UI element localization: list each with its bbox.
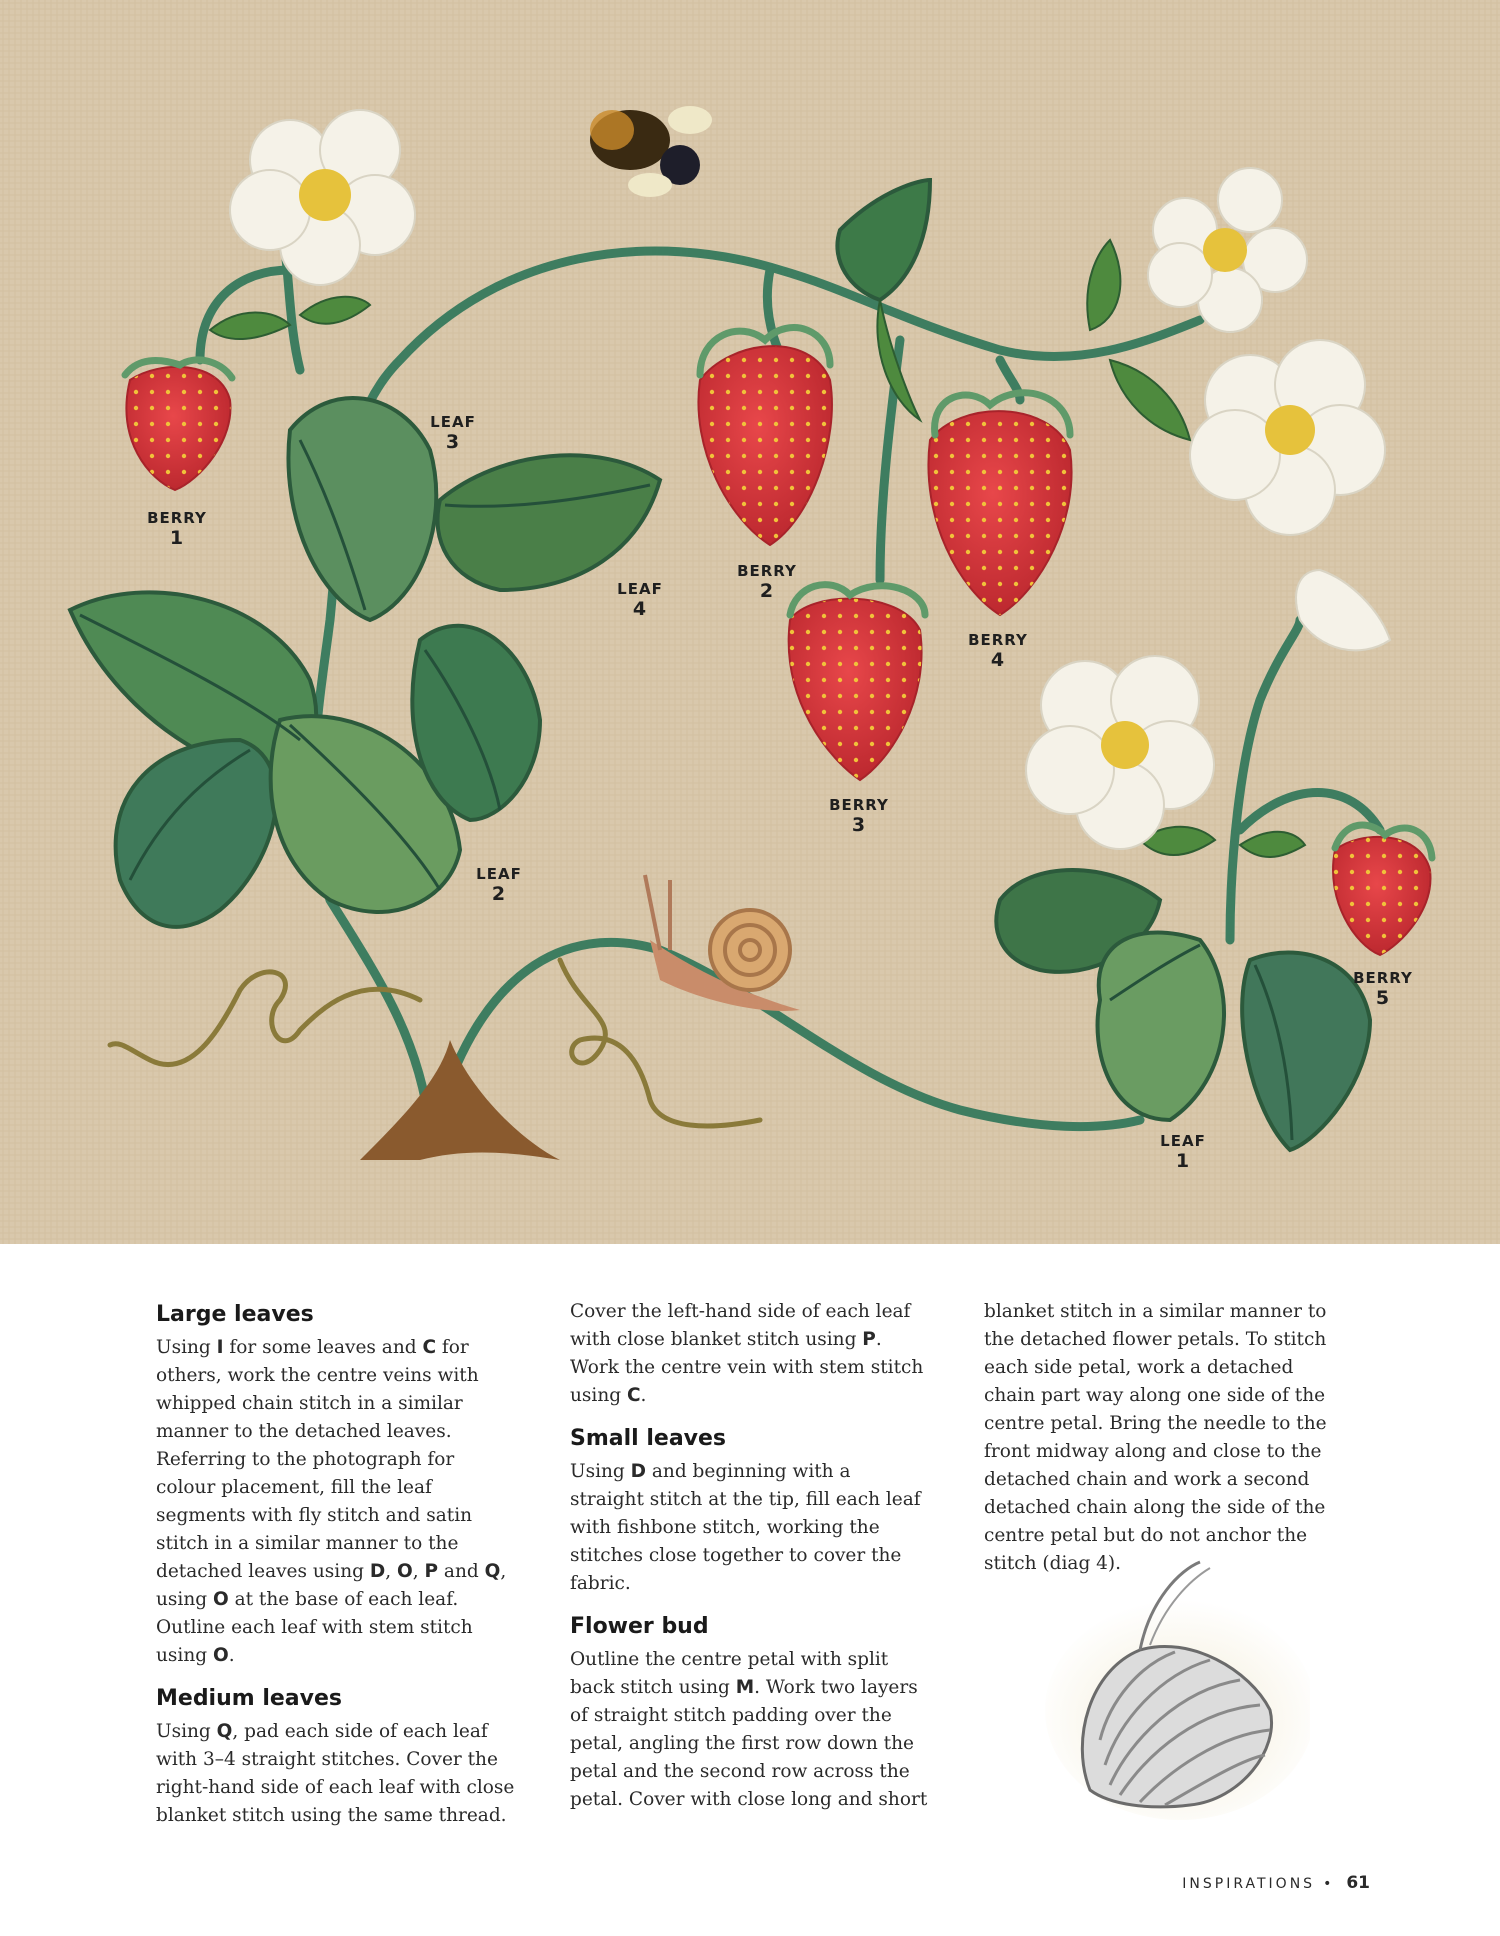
paragraph-small-leaves: Using D and beginning with a straight stitch at the tip, fill each leaf with fishbone stitch, working the stitches close together to cover the fabric. [570, 1461, 921, 1594]
text-column-3 [984, 1298, 1344, 1592]
heading-medium-leaves: Medium leaves [156, 1686, 343, 1711]
footer-section: INSPIRATIONS [1182, 1876, 1316, 1892]
label-berry-5: BERRY 5 [1353, 969, 1413, 1009]
label-berry-3: BERRY 3 [829, 796, 889, 836]
heading-small-leaves: Small leaves [570, 1426, 727, 1451]
label-leaf-4: LEAF 4 [617, 580, 663, 620]
label-berry-2: BERRY 2 [737, 562, 797, 602]
label-berry-4: BERRY 4 [968, 631, 1028, 671]
paragraph-flower-bud-continued: blanket stitch in a similar manner to the detached flower petals. To stitch each side petal, work a detached chain part way along one side of the centre petal. Bring the needle to the front midway along and close to the detached chain and work a second detached chain along the side of the centre petal but do not anchor the stitch (diag 4). [984, 1301, 1327, 1574]
label-leaf-1: LEAF 1 [1160, 1132, 1206, 1172]
diagram-4-illustration [1030, 1560, 1310, 1820]
text-column-1 [156, 1300, 516, 1844]
paragraph-flower-bud: Outline the centre petal with split back stitch using M. Work two layers of straight stitch padding over the petal, angling the first row down the petal and the second row across the petal. Cover with close long and short [570, 1649, 928, 1810]
heading-large-leaves: Large leaves [156, 1302, 314, 1327]
paragraph-medium-leaves-2: Cover the left-hand side of each leaf with close blanket stitch using P. Work the centre vein with stem stitch using C. [570, 1301, 924, 1406]
label-leaf-3: LEAF 3 [430, 413, 476, 453]
paragraph-medium-leaves-1: Using Q, pad each side of each leaf with 3–4 straight stitches. Cover the right-hand side of each leaf with close blanket stitch using the same thread. [156, 1721, 515, 1826]
footer-bullet: • [1323, 1876, 1335, 1892]
paragraph-large-leaves: Using I for some leaves and C for others, work the centre veins with whipped chain stitch in a similar manner to the detached leaves. Referring to the photograph for colour placement, fill the leaf segments with fly stitch and satin stitch in a similar manner to the detached leaves using D, O, P and Q, using O at the base of each leaf. Outline each leaf with stem stitch using O. [156, 1337, 507, 1666]
heading-flower-bud: Flower bud [570, 1614, 709, 1639]
label-berry-1: BERRY 1 [147, 509, 207, 549]
page-footer [1182, 1873, 1370, 1893]
label-leaf-2: LEAF 2 [476, 865, 522, 905]
page-number: 61 [1346, 1873, 1370, 1893]
text-column-2 [570, 1298, 930, 1828]
